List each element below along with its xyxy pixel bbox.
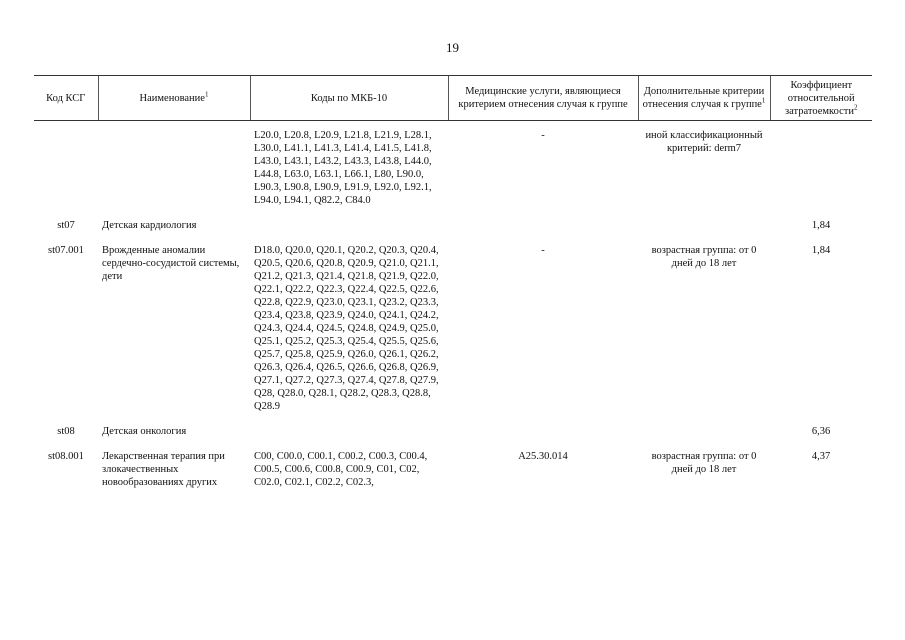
row-services xyxy=(448,219,638,232)
row-name xyxy=(98,129,250,207)
ksg-table xyxy=(34,75,872,489)
table-row xyxy=(34,219,872,232)
row-name: Врожденные аномалии сердечно-сосудистой системы, дети xyxy=(102,245,240,282)
row-services: - xyxy=(541,245,545,256)
row-icd-codes: L20.0, L20.8, L20.9, L21.8, L21.9, L28.1, L30.0, L41.1, L41.3, L41.4, L41.5, L41.8, L43.0, L43.1, L43.2, L43.3, L43.8, L44.0, L44.8, L63.0, L63.1, L66.1, L80, L90.0, L90.3, L90.8, L90.9, L91.9, L92.0, L92.1, L94.0, L94.1, Q82.2, C84.0 xyxy=(254,130,432,206)
table-row xyxy=(34,450,872,489)
row-coefficient: 1,84 xyxy=(811,220,831,231)
table-row xyxy=(34,129,872,207)
row-code: st08 xyxy=(57,426,75,437)
row-services xyxy=(448,425,638,438)
row-services: - xyxy=(541,130,545,141)
header-icd: Коды по МКБ-10 xyxy=(250,76,448,121)
table-row xyxy=(34,425,872,438)
page-number: 19 xyxy=(446,40,459,55)
row-coefficient: 6,36 xyxy=(811,426,831,437)
row-code: st08.001 xyxy=(48,451,84,462)
row-extra-criteria: возрастная группа: от 0 дней до 18 лет xyxy=(651,451,757,475)
header-name: Наименование$^1$ xyxy=(98,76,250,121)
row-icd-codes: D18.0, Q20.0, Q20.1, Q20.2, Q20.3, Q20.4, Q20.5, Q20.6, Q20.8, Q20.9, Q21.0, Q21.1, Q21.2, Q21.3, Q21.4, Q21.8, Q21.9, Q22.0, Q22.1, Q22.2, Q22.3, Q22.4, Q22.5, Q22.6, Q22.8, Q22.9, Q23.0, Q23.1, Q23.2, Q23.3, Q23.4, Q23.8, Q23.9, Q24.0, Q24.1, Q24.2, Q24.3, Q24.4, Q24.5, Q24.8, Q24.9, Q25.0, Q25.1, Q25.2, Q25.3, Q25.4, Q25.5, Q25.6, Q25.7, Q25.8, Q25.9, Q26.0, Q26.1, Q26.2, Q26.3, Q26.4, Q26.5, Q26.6, Q26.8, Q26.9, Q27.1, Q27.2, Q27.3, Q27.4, Q27.8, Q27.9, Q28, Q28.0, Q28.1, Q28.2, Q28.3, Q28.8, Q28.9 xyxy=(254,245,439,412)
row-coefficient: 1,84 xyxy=(811,245,831,256)
row-name: Детская онкология xyxy=(102,426,187,437)
row-code: st07 xyxy=(57,220,75,231)
row-services: A25.30.014 xyxy=(518,451,568,462)
row-code: st07.001 xyxy=(48,245,84,256)
table-row xyxy=(34,244,872,413)
row-name: Детская кардиология xyxy=(102,220,197,231)
header-services: Медицинские услуги, являющиеся критерием отнесения случая к группе xyxy=(448,76,638,121)
row-extra-criteria xyxy=(638,219,770,232)
row-extra-criteria xyxy=(638,425,770,438)
header-code: Код КСГ xyxy=(34,76,98,121)
row-coefficient: 4,37 xyxy=(811,451,831,462)
row-icd-codes xyxy=(250,425,448,438)
row-extra-criteria: иной классификационный критерий: derm7 xyxy=(645,130,763,154)
row-icd-codes: C00, C00.0, C00.1, C00.2, C00.3, C00.4, C00.5, C00.6, C00.8, C00.9, C01, C02, C02.0, C02.1, C02.2, C02.3, xyxy=(254,451,428,488)
table-header-row xyxy=(34,76,872,121)
row-code xyxy=(34,129,98,207)
row-extra-criteria: возрастная группа: от 0 дней до 18 лет xyxy=(651,245,757,269)
header-extra-criteria: Дополнительные критерии отнесения случая к группе$^1$ xyxy=(638,76,770,121)
row-coefficient xyxy=(770,129,872,207)
header-coefficient: Коэффициент относительной затратоемкости$^2$ xyxy=(770,76,872,121)
row-icd-codes xyxy=(250,219,448,232)
row-name: Лекарственная терапия при злокачественных новообразованиях других xyxy=(102,451,225,488)
